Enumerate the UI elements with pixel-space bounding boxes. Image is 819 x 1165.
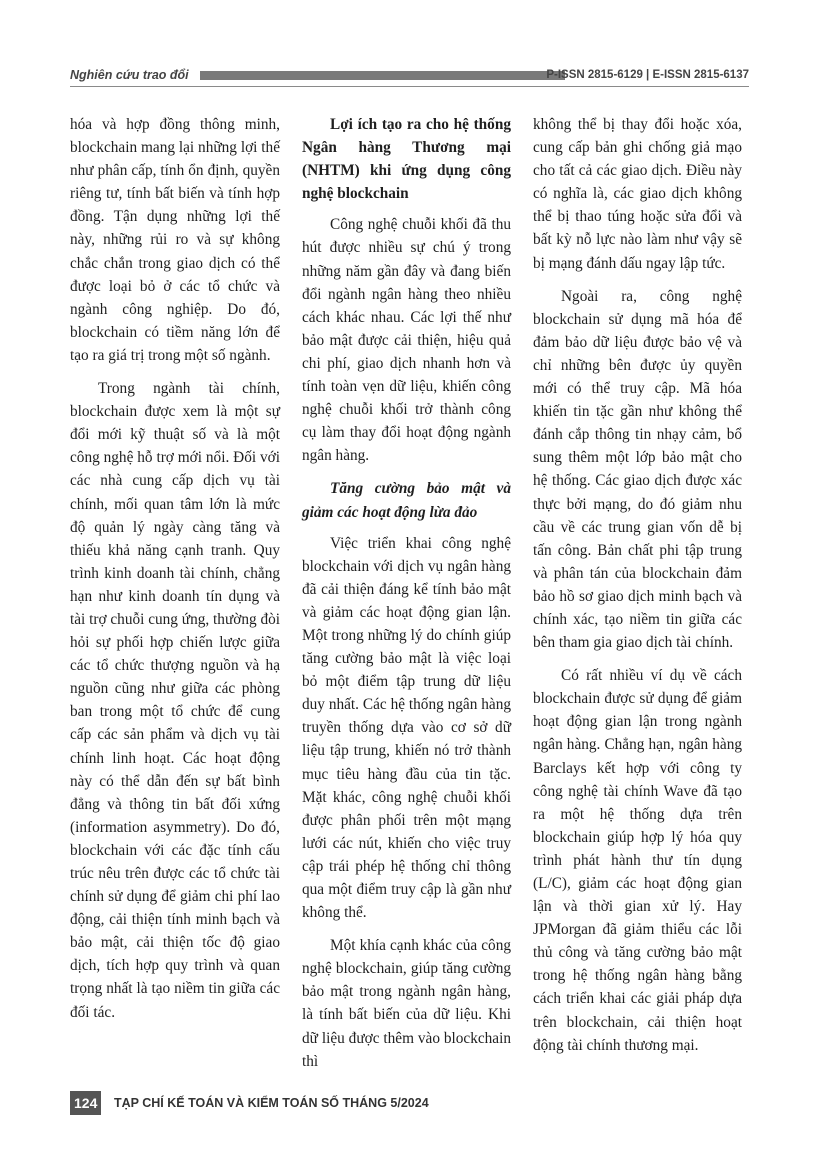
journal-name: TẠP CHÍ KẾ TOÁN VÀ KIỂM TOÁN SỐ THÁNG 5/2024 [114, 1096, 429, 1110]
section-title: Nghiên cứu trao đổi [70, 68, 189, 82]
header-divider [70, 86, 749, 87]
page-number: 124 [70, 1091, 101, 1115]
paragraph: Trong ngành tài chính, blockchain được xem là một sự đổi mới kỹ thuật số và là một công nghệ hỗ trợ mới nổi. Đối với các nhà cung cấp dịch vụ tài chính, mối quan tâm lớn là mức độ quản lý ngày càng tăng và thiếu khả năng cạnh tranh. Quy trình kinh doanh tài chính, chẳng hạn như kinh doanh tín dụng và tài trợ chuỗi cung ứng, thường đòi hỏi sự phối hợp chiến lược giữa các tổ chức thượng nguồn và hạ nguồn cũng như giữa các phòng ban trong một tổ chức để cung cấp các sản phẩm và dịch vụ tài chính linh hoạt. Các hoạt động này có thể dẫn đến sự bất bình đẳng và thông tin bất đối xứng (information asymmetry). Do đó, blockchain với các đặc tính cấu trúc nêu trên được các tổ chức tài chính sử dụng để giảm chi phí lao động, cải thiện tính minh bạch và bảo mật, cải thiện tốc độ giao dịch, tích hợp quy trình và quan trọng nhất là tạo niềm tin giữa các đối tác. [70, 380, 280, 1021]
issn-label: P-ISSN 2815-6129 | E-ISSN 2815-6137 [546, 69, 749, 81]
paragraph: không thể bị thay đổi hoặc xóa, cung cấp bản ghi chống giả mạo cho tất cả các giao dịch. Điều này có nghĩa là, các giao dịch không thể bị thao túng hoặc sửa đổi và bất kỳ nỗ lực nào làm như vậy sẽ bị mạng đánh dấu ngay lập tức. [533, 116, 742, 272]
page-header [70, 65, 749, 87]
paragraph: hóa và hợp đồng thông minh, blockchain mang lại những lợi thế như phân cấp, tính ổn định, quyền riêng tư, tính bất biến và tính hợp đồng. Tận dụng những lợi thế này, những rủi ro và sự không chắc chắn trong giao dịch có thể được loại bỏ ở các tổ chức và ngành công nghiệp. Do đó, blockchain có tiềm năng lớn để tạo ra giá trị trong một số ngành. [70, 116, 280, 364]
column-3 [533, 113, 742, 1067]
section-heading: Lợi ích tạo ra cho hệ thống Ngân hàng Thương mại (NHTM) khi ứng dụng công nghệ blockchain [302, 116, 511, 203]
page-footer [70, 1091, 570, 1117]
paragraph: Ngoài ra, công nghệ blockchain sử dụng mã hóa để đảm bảo dữ liệu được bảo vệ và chỉ những bên được ủy quyền mới có thể truy cập. Mã hóa khiến tin tặc gần như không thể đánh cắp thông tin nhạy cảm, bổ sung thêm một lớp bảo mật cho hệ thống. Các giao dịch được xác thực bởi mạng, do đó giảm nhu cầu về các trung gian vốn dễ bị tấn công. Bản chất phi tập trung và phân tán của blockchain đảm bảo hồ sơ giao dịch minh bạch và chính xác, tạo niềm tin giữa các bên tham gia giao dịch tài chính. [533, 287, 742, 652]
paragraph: Có rất nhiều ví dụ về cách blockchain được sử dụng để giảm hoạt động gian lận trong ngành ngân hàng. Chẳng hạn, ngân hàng Barclays kết hợp với công ty công nghệ tài chính Wave đã tạo ra một hệ thống dựa trên blockchain giúp hợp lý hóa quy trình phát hành thư tín dụng (L/C), giảm các hoạt động gian lận và thời gian xử lý. Hay JPMorgan đã giảm thiểu các lỗi thủ công và tăng cường bảo mật trong hệ thống ngân hàng bằng cách triển khai các giải pháp dựa trên blockchain, cải thiện hoạt động tài chính thương mại. [533, 667, 742, 1054]
paragraph: Công nghệ chuỗi khối đã thu hút được nhiều sự chú ý trong những năm gần đây và đang biến đổi ngành ngân hàng theo nhiều cách khác nhau. Các lợi thế như bảo mật được cải thiện, hiệu quả chi phí, giao dịch nhanh hơn và tính toàn vẹn dữ liệu, khiến công nghệ chuỗi khối trở thành công cụ làm thay đổi hoạt động ngành ngân hàng. [302, 216, 511, 465]
column-2 [302, 113, 511, 1083]
column-1 [70, 113, 280, 1034]
paragraph: Việc triển khai công nghệ blockchain với dịch vụ ngân hàng đã cải thiện đáng kể tính bảo mật và giảm các hoạt động gian lận. Một trong những lý do chính giúp tăng cường bảo mật là việc loại bỏ một điểm tập trung dữ liệu duy nhất. Các hệ thống ngân hàng truyền thống dựa vào cơ sở dữ liệu tập trung, khiến nó trở thành mục tiêu hàng đầu của tin tặc. Mặt khác, công nghệ chuỗi khối được phân phối trên một mạng lưới các nút, khiến cho việc truy cập trái phép hệ thống chỉ thông qua một điểm truy cập là gần như không thể. [302, 534, 511, 922]
subsection-heading: Tăng cường bảo mật và giảm các hoạt động lừa đảo [302, 480, 511, 521]
paragraph: Một khía cạnh khác của công nghệ blockchain, giúp tăng cường bảo mật trong ngành ngân hàng, là tính bất biến của dữ liệu. Khi dữ liệu được thêm vào blockchain thì [302, 937, 511, 1070]
header-bar [200, 71, 565, 80]
